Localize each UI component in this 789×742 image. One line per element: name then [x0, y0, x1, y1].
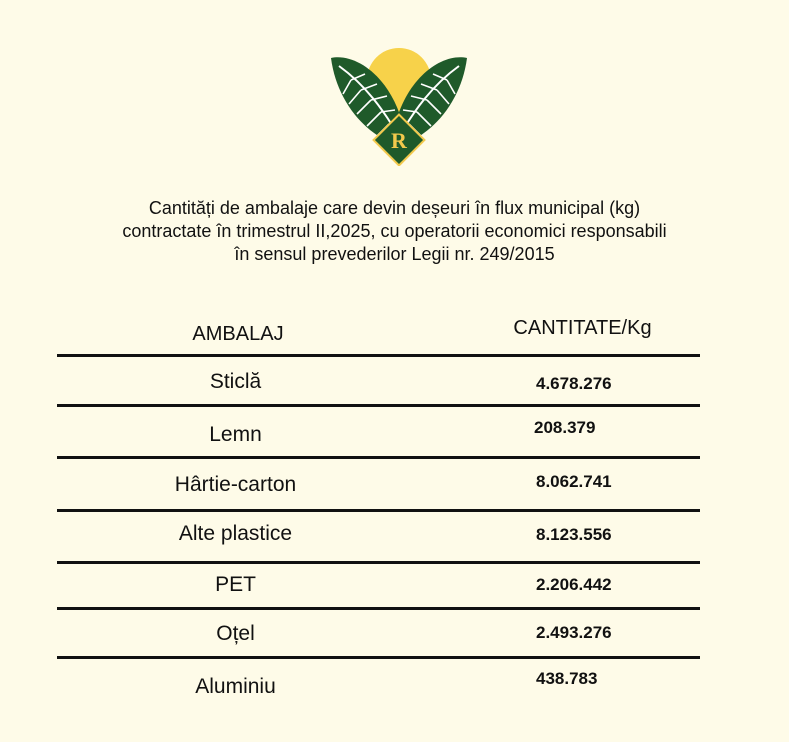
- report-heading: [40, 197, 749, 266]
- table-row-material: PET: [215, 573, 256, 596]
- table-row-quantity: 2.493.276: [536, 623, 612, 642]
- table-row-material: Alte plastice: [178, 522, 293, 545]
- table-row-material: Hârtie-carton: [174, 473, 297, 496]
- column-header-ambalaj: AMBALAJ: [192, 323, 284, 345]
- table-row-material: Oțel: [216, 622, 255, 645]
- column-header-cantitate: CANTITATE/Kg: [513, 317, 652, 339]
- table-divider: [57, 354, 700, 357]
- heading-line-2: contractate în trimestrul II,2025, cu operatorii economici responsabili: [122, 221, 667, 241]
- table-divider: [57, 509, 700, 512]
- company-logo: [329, 44, 469, 166]
- table-row-material: Lemn: [209, 423, 262, 446]
- table-divider: [57, 607, 700, 610]
- table-row-quantity: 8.062.741: [536, 472, 612, 491]
- table-row-quantity: 8.123.556: [536, 525, 612, 544]
- table-row-material: Aluminiu: [195, 675, 276, 698]
- table-divider: [57, 656, 700, 659]
- table-divider: [57, 561, 700, 564]
- heading-line-1: Cantități de ambalaje care devin deșeuri în flux municipal (kg): [148, 198, 641, 218]
- heading-line-3: în sensul prevederilor Legii nr. 249/2015: [234, 244, 555, 264]
- table-divider: [57, 404, 700, 407]
- table-row-quantity: 4.678.276: [536, 374, 612, 393]
- svg-text:R: R: [391, 128, 407, 153]
- table-row-quantity: 438.783: [536, 669, 598, 688]
- table-divider: [57, 456, 700, 459]
- table-row-quantity: 208.379: [534, 418, 596, 437]
- table-row-material: Sticlă: [209, 370, 262, 393]
- table-row-quantity: 2.206.442: [536, 575, 612, 594]
